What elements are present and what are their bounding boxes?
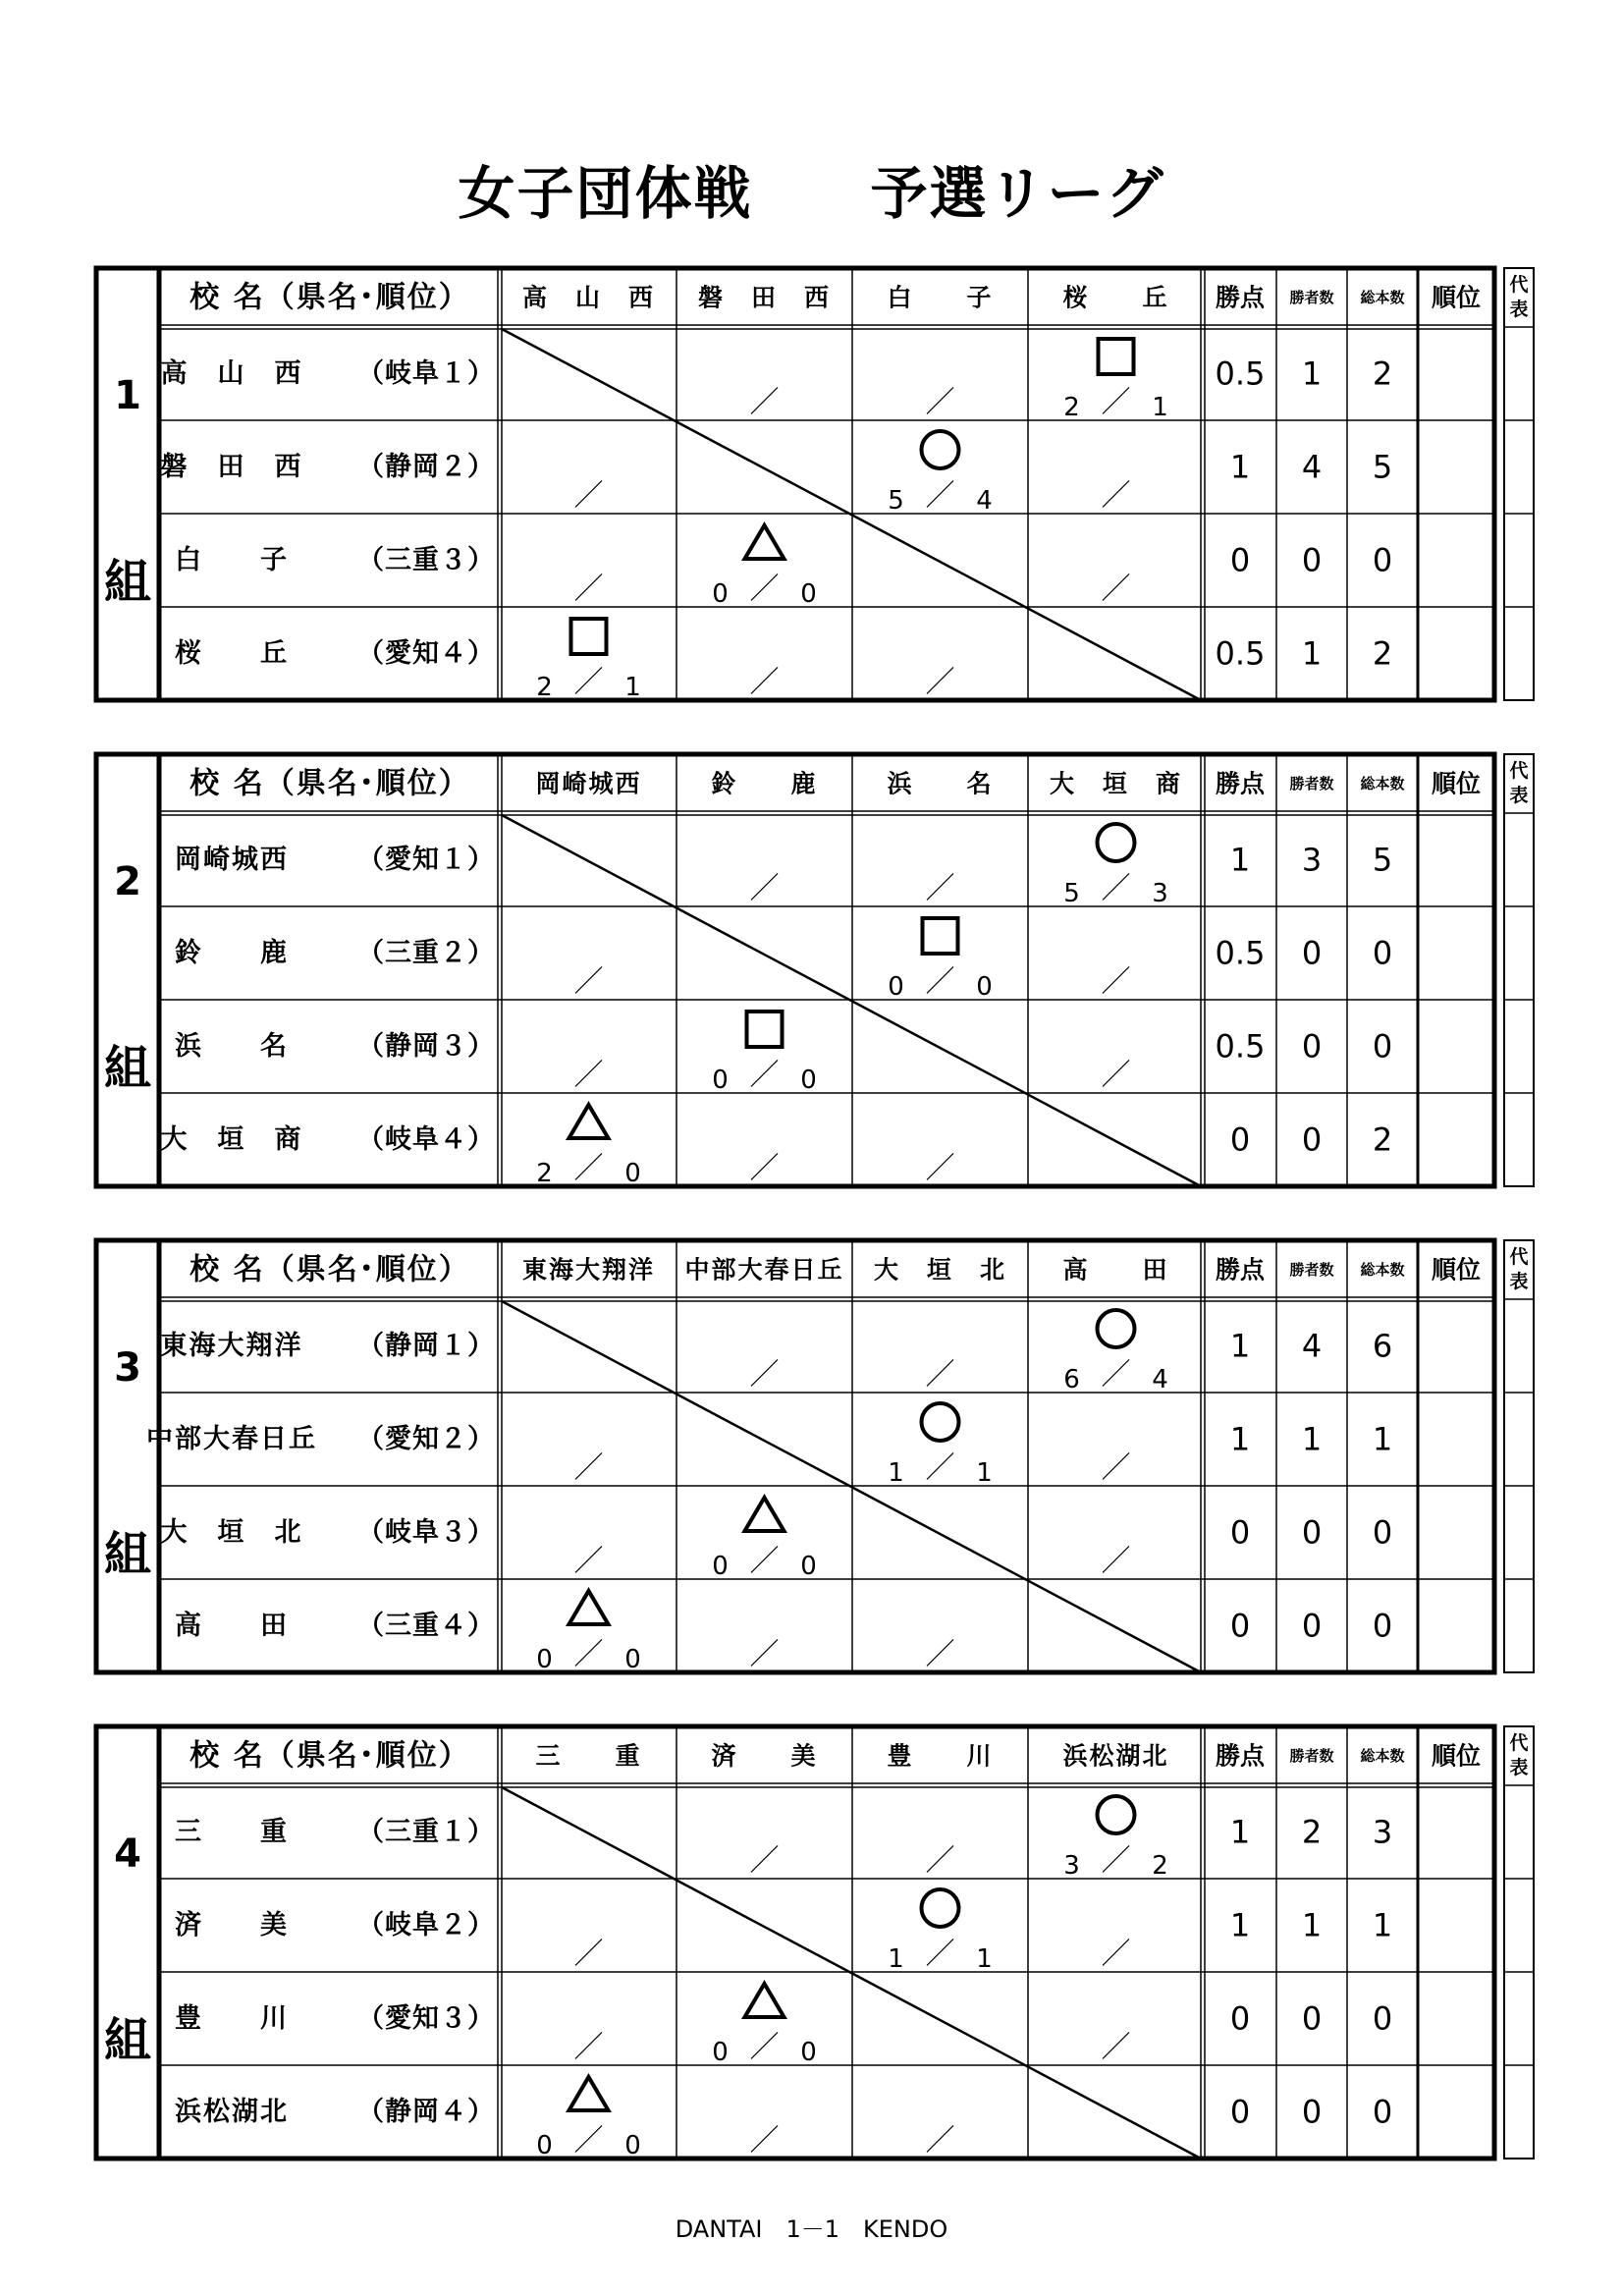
points-value: 0.5	[1215, 1027, 1266, 1066]
points-value: 1	[1229, 1327, 1251, 1365]
score-winner-count: 0	[536, 1645, 553, 1674]
score-slash: ／	[573, 1151, 604, 1186]
rank-header: 順位	[1431, 1255, 1482, 1285]
school-name: 済 美	[175, 1910, 289, 1941]
winners-header: 勝者数	[1289, 775, 1334, 793]
opponent-header: 鈴 鹿	[711, 769, 818, 798]
score-slash: ／	[1101, 1450, 1131, 1486]
winners-value: 1	[1301, 634, 1323, 673]
school-prefecture: （愛知１）	[357, 845, 495, 875]
points-value: 0	[1229, 541, 1251, 579]
school-prefecture: （静岡４）	[357, 2097, 495, 2127]
total-value: 2	[1372, 1121, 1393, 1159]
rep-header: 代	[1509, 760, 1529, 782]
score-point-count: 0	[624, 1159, 641, 1188]
total-value: 1	[1372, 1906, 1393, 1944]
school-prefecture: （岐阜２）	[357, 1910, 495, 1941]
school-column-header: 校 名（県名･順位）	[189, 280, 470, 315]
score-slash: ／	[1101, 478, 1131, 514]
score-winner-count: 1	[888, 1944, 904, 1974]
points-value: 0	[1229, 1121, 1251, 1159]
diagonal-line	[502, 1787, 1201, 2159]
score-slash: ／	[573, 1937, 604, 1972]
win-circle-icon	[1098, 1310, 1135, 1347]
points-value: 0	[1229, 1999, 1251, 2038]
winners-value: 0	[1301, 1999, 1323, 2038]
school-prefecture: （三重４）	[357, 1611, 495, 1641]
group-suffix: 組	[103, 2013, 152, 2068]
winners-value: 0	[1301, 1607, 1323, 1645]
points-value: 0.5	[1215, 934, 1266, 972]
score-slash: ／	[925, 964, 955, 1000]
group-number: 2	[114, 859, 141, 904]
total-value: 0	[1372, 1607, 1393, 1645]
score-slash: ／	[925, 1450, 955, 1486]
group-table-3	[0, 1232, 1623, 1694]
total-header: 総本数	[1360, 775, 1405, 793]
rep-header: 表	[1509, 1757, 1529, 1778]
score-point-count: 0	[800, 579, 817, 609]
total-header: 総本数	[1360, 1261, 1405, 1279]
points-header: 勝点	[1215, 1255, 1266, 1285]
group-suffix: 組	[103, 1041, 152, 1096]
rep-header: 代	[1509, 1246, 1529, 1268]
points-header: 勝点	[1215, 769, 1266, 798]
score-point-count: 1	[1152, 393, 1168, 422]
winners-value: 1	[1301, 1420, 1323, 1458]
score-point-count: 0	[976, 972, 993, 1002]
opponent-header: 東海大翔洋	[521, 1255, 656, 1285]
score-slash: ／	[1101, 1544, 1131, 1579]
group-number: 4	[114, 1831, 141, 1877]
score-slash: ／	[749, 1843, 780, 1879]
group-table-2	[0, 746, 1623, 1208]
score-slash: ／	[749, 871, 780, 906]
total-value: 5	[1372, 841, 1393, 879]
points-value: 0	[1229, 1513, 1251, 1552]
school-prefecture: （愛知２）	[357, 1424, 495, 1454]
score-slash: ／	[573, 964, 604, 1000]
page-title: 女子団体戦 予選リーグ	[458, 160, 1165, 227]
score-slash: ／	[749, 1637, 780, 1672]
score-slash: ／	[573, 572, 604, 607]
score-slash: ／	[925, 1357, 955, 1393]
score-slash: ／	[1101, 1357, 1131, 1393]
school-name: 東海大翔洋	[160, 1331, 303, 1361]
score-slash: ／	[925, 1843, 955, 1879]
winners-value: 0	[1301, 541, 1323, 579]
school-prefecture: （岐阜３）	[357, 1517, 495, 1548]
group-number: 1	[114, 373, 141, 418]
winners-header: 勝者数	[1289, 1261, 1334, 1279]
rep-header: 表	[1509, 299, 1529, 320]
win-circle-icon	[1098, 824, 1135, 861]
school-name: 浜松湖北	[175, 2097, 289, 2127]
school-column-header: 校 名（県名･順位）	[189, 766, 470, 801]
total-header: 総本数	[1360, 1747, 1405, 1765]
score-winner-count: 2	[1063, 393, 1080, 422]
points-header: 勝点	[1215, 1741, 1266, 1771]
score-point-count: 1	[624, 673, 641, 702]
draw-square-icon	[923, 918, 958, 954]
opponent-header: 磐 田 西	[697, 283, 832, 312]
score-winner-count: 3	[1063, 1851, 1080, 1881]
winners-value: 1	[1301, 355, 1323, 393]
school-prefecture: （三重２）	[357, 938, 495, 968]
winners-header: 勝者数	[1289, 289, 1334, 306]
score-point-count: 1	[976, 1458, 993, 1488]
rep-header: 代	[1509, 1732, 1529, 1754]
score-slash: ／	[749, 1151, 780, 1186]
group-table-4	[0, 1719, 1623, 2180]
school-name: 鈴 鹿	[175, 938, 289, 968]
school-name: 大 垣 北	[160, 1517, 303, 1548]
score-point-count: 0	[800, 1552, 817, 1581]
score-point-count: 0	[624, 1645, 641, 1674]
win-circle-icon	[922, 1889, 959, 1927]
score-point-count: 0	[624, 2131, 641, 2160]
school-prefecture: （静岡１）	[357, 1331, 495, 1361]
points-value: 0.5	[1215, 634, 1266, 673]
winners-value: 0	[1301, 2093, 1323, 2131]
score-winner-count: 2	[536, 1159, 553, 1188]
win-circle-icon	[1098, 1796, 1135, 1833]
score-slash: ／	[925, 1151, 955, 1186]
school-name: 高 田	[175, 1611, 289, 1641]
score-winner-count: 1	[888, 1458, 904, 1488]
school-name: 磐 田 西	[160, 452, 303, 482]
loss-triangle-icon	[569, 2077, 609, 2110]
score-winner-count: 0	[712, 1066, 729, 1095]
score-slash: ／	[925, 871, 955, 906]
opponent-header: 浜 名	[887, 769, 994, 798]
score-slash: ／	[573, 2123, 604, 2159]
school-prefecture: （三重１）	[357, 1817, 495, 1847]
group-table-1	[0, 260, 1623, 722]
rep-header: 代	[1509, 274, 1529, 296]
opponent-header: 大 垣 北	[873, 1255, 1007, 1285]
footer: DANTAI 1－1 KENDO	[675, 2215, 948, 2243]
score-slash: ／	[749, 572, 780, 607]
rank-header: 順位	[1431, 769, 1482, 798]
school-name: 高 山 西	[160, 358, 303, 389]
rep-column-frame	[1504, 268, 1534, 700]
winners-header: 勝者数	[1289, 1747, 1334, 1765]
score-winner-count: 0	[712, 2038, 729, 2067]
loss-triangle-icon	[745, 1984, 784, 2017]
school-column-header: 校 名（県名･順位）	[189, 1738, 470, 1774]
score-winner-count: 0	[888, 972, 904, 1002]
winners-value: 3	[1301, 841, 1323, 879]
score-slash: ／	[573, 478, 604, 514]
opponent-header: 浜松湖北	[1062, 1741, 1169, 1771]
score-winner-count: 0	[712, 1552, 729, 1581]
score-slash: ／	[749, 1357, 780, 1393]
rep-column-frame	[1504, 1240, 1534, 1672]
total-value: 6	[1372, 1327, 1393, 1365]
draw-square-icon	[1099, 339, 1134, 374]
winners-value: 4	[1301, 1327, 1323, 1365]
school-prefecture: （岐阜４）	[357, 1124, 495, 1155]
loss-triangle-icon	[569, 1105, 609, 1138]
score-point-count: 1	[976, 1944, 993, 1974]
total-value: 2	[1372, 634, 1393, 673]
score-slash: ／	[749, 665, 780, 700]
score-slash: ／	[749, 2030, 780, 2065]
score-slash: ／	[573, 665, 604, 700]
score-slash: ／	[1101, 2030, 1131, 2065]
winners-value: 0	[1301, 1027, 1323, 1066]
points-value: 1	[1229, 448, 1251, 486]
group-number: 3	[114, 1345, 141, 1391]
school-prefecture: （岐阜１）	[357, 358, 495, 389]
score-point-count: 4	[1152, 1365, 1168, 1394]
rep-header: 表	[1509, 1271, 1529, 1292]
score-slash: ／	[1101, 1843, 1131, 1879]
win-circle-icon	[922, 1403, 959, 1441]
school-name: 豊 川	[175, 2003, 289, 2034]
opponent-header: 三 重	[535, 1741, 642, 1771]
diagonal-line	[502, 815, 1201, 1186]
school-name: 大 垣 商	[160, 1124, 303, 1155]
score-slash: ／	[925, 1937, 955, 1972]
score-winner-count: 5	[888, 486, 904, 516]
winners-value: 0	[1301, 1121, 1323, 1159]
draw-square-icon	[747, 1011, 783, 1047]
points-value: 0	[1229, 1607, 1251, 1645]
opponent-header: 済 美	[711, 1741, 818, 1771]
rank-header: 順位	[1431, 1741, 1482, 1771]
school-prefecture: （三重３）	[357, 545, 495, 575]
score-point-count: 2	[1152, 1851, 1168, 1881]
score-slash: ／	[573, 1058, 604, 1093]
school-name: 白 子	[175, 545, 289, 575]
score-point-count: 0	[800, 1066, 817, 1095]
diagonal-line	[502, 1301, 1201, 1672]
points-value: 0	[1229, 2093, 1251, 2131]
opponent-header: 中部大春日丘	[684, 1255, 844, 1285]
score-point-count: 0	[800, 2038, 817, 2067]
score-slash: ／	[573, 1637, 604, 1672]
school-prefecture: （静岡３）	[357, 1031, 495, 1062]
opponent-header: 高 田	[1062, 1255, 1169, 1285]
opponent-header: 岡崎城西	[535, 769, 642, 798]
score-slash: ／	[925, 2123, 955, 2159]
score-slash: ／	[1101, 572, 1131, 607]
score-slash: ／	[573, 2030, 604, 2065]
score-slash: ／	[925, 1637, 955, 1672]
group-suffix: 組	[103, 555, 152, 610]
score-slash: ／	[573, 1450, 604, 1486]
total-value: 1	[1372, 1420, 1393, 1458]
points-header: 勝点	[1215, 283, 1266, 312]
points-value: 1	[1229, 1906, 1251, 1944]
total-value: 5	[1372, 448, 1393, 486]
school-prefecture: （愛知４）	[357, 638, 495, 669]
school-name: 三 重	[175, 1817, 289, 1847]
score-point-count: 3	[1152, 879, 1168, 908]
score-point-count: 4	[976, 486, 993, 516]
rep-column-frame	[1504, 754, 1534, 1186]
points-value: 1	[1229, 1813, 1251, 1851]
rep-header: 表	[1509, 785, 1529, 806]
total-value: 0	[1372, 541, 1393, 579]
opponent-header: 桜 丘	[1062, 283, 1169, 312]
school-column-header: 校 名（県名･順位）	[189, 1252, 470, 1287]
score-slash: ／	[573, 1544, 604, 1579]
score-slash: ／	[1101, 1058, 1131, 1093]
opponent-header: 豊 川	[887, 1741, 994, 1771]
total-value: 0	[1372, 2093, 1393, 2131]
loss-triangle-icon	[745, 1498, 784, 1531]
opponent-header: 大 垣 商	[1049, 769, 1183, 798]
loss-triangle-icon	[569, 1591, 609, 1624]
school-name: 桜 丘	[175, 638, 289, 669]
rank-header: 順位	[1431, 283, 1482, 312]
school-name: 浜 名	[175, 1031, 289, 1062]
score-slash: ／	[749, 2123, 780, 2159]
score-slash: ／	[925, 478, 955, 514]
points-value: 0.5	[1215, 355, 1266, 393]
score-slash: ／	[1101, 385, 1131, 420]
school-prefecture: （愛知３）	[357, 2003, 495, 2034]
draw-square-icon	[571, 619, 607, 654]
win-circle-icon	[922, 431, 959, 468]
rep-column-frame	[1504, 1726, 1534, 2159]
score-winner-count: 5	[1063, 879, 1080, 908]
points-value: 1	[1229, 1420, 1251, 1458]
school-prefecture: （静岡２）	[357, 452, 495, 482]
opponent-header: 高 山 西	[521, 283, 656, 312]
score-slash: ／	[749, 1058, 780, 1093]
score-slash: ／	[1101, 964, 1131, 1000]
score-slash: ／	[925, 665, 955, 700]
winners-value: 1	[1301, 1906, 1323, 1944]
opponent-header: 白 子	[887, 283, 994, 312]
winners-value: 4	[1301, 448, 1323, 486]
winners-value: 0	[1301, 934, 1323, 972]
score-winner-count: 6	[1063, 1365, 1080, 1394]
score-slash: ／	[749, 385, 780, 420]
total-value: 0	[1372, 1999, 1393, 2038]
total-header: 総本数	[1360, 289, 1405, 306]
school-name: 中部大春日丘	[146, 1424, 317, 1454]
score-winner-count: 2	[536, 673, 553, 702]
points-value: 1	[1229, 841, 1251, 879]
total-value: 0	[1372, 1027, 1393, 1066]
score-winner-count: 0	[536, 2131, 553, 2160]
score-slash: ／	[1101, 871, 1131, 906]
school-name: 岡崎城西	[175, 845, 289, 875]
group-suffix: 組	[103, 1527, 152, 1582]
score-slash: ／	[749, 1544, 780, 1579]
total-value: 0	[1372, 1513, 1393, 1552]
total-value: 3	[1372, 1813, 1393, 1851]
total-value: 0	[1372, 934, 1393, 972]
score-winner-count: 0	[712, 579, 729, 609]
total-value: 2	[1372, 355, 1393, 393]
winners-value: 0	[1301, 1513, 1323, 1552]
score-slash: ／	[925, 385, 955, 420]
loss-triangle-icon	[745, 525, 784, 559]
winners-value: 2	[1301, 1813, 1323, 1851]
score-slash: ／	[1101, 1937, 1131, 1972]
